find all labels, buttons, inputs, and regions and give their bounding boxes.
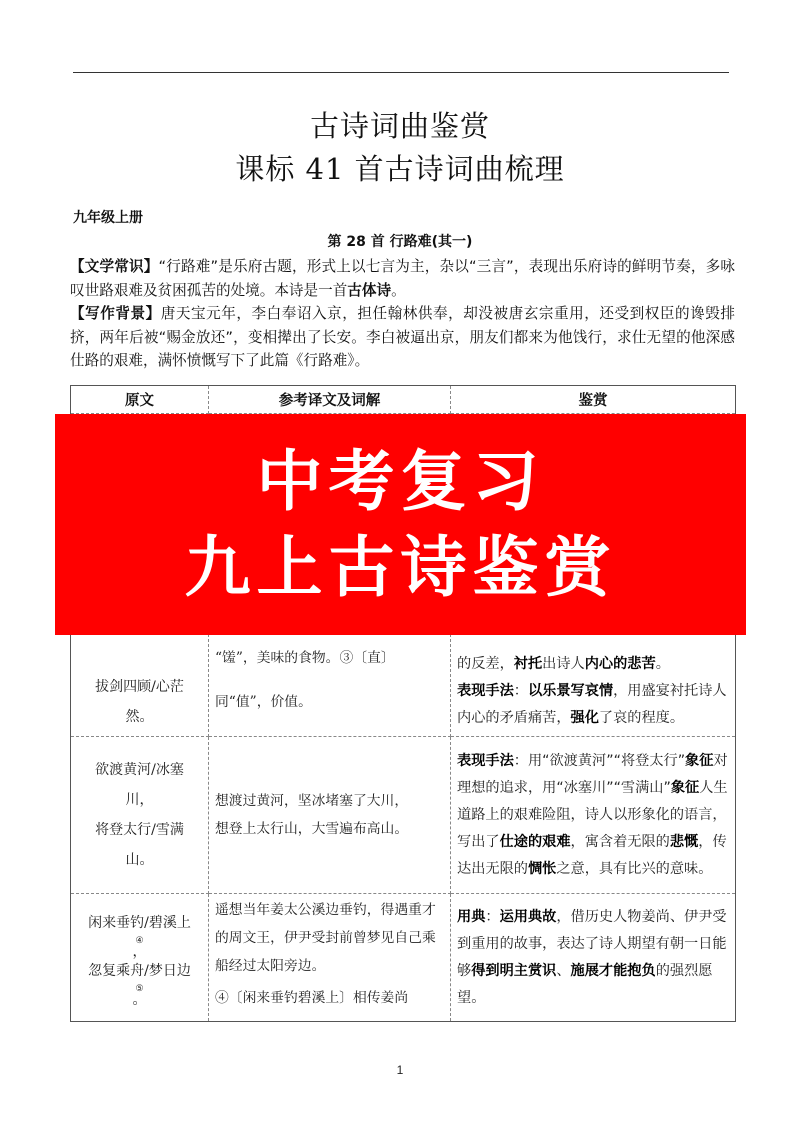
emphasis-text: 惆怅 (527, 860, 557, 877)
body-text: ，寓含着无限的 (570, 833, 670, 850)
footnote-marker: ⑤ (135, 983, 144, 994)
emphasis-text: 悲慨 (669, 833, 699, 850)
translation-line: 想登上太行山，大雪遍布高山。 (215, 821, 409, 837)
body-text: 。 (655, 656, 670, 672)
translation-footnote: ④〔闲来垂钓碧溪上〕相传姜尚 (215, 990, 409, 1006)
body-text: ，传达出无限的 (457, 833, 727, 877)
body-text: ，用盛宴衬托诗人内心的矛盾痛苦， (457, 683, 727, 726)
literary-knowledge-text: “行路难”是乐府古题，形式上以七言为主，杂以“三言”，表现出乐府诗的鲜明节奏，多咏叹世路艰难及贫困孤苦的处境。本诗是一首 (70, 258, 735, 299)
original-line: 忽复乘舟/梦日边 (88, 962, 191, 979)
original-punct: ， (132, 943, 147, 960)
banner-line1: 中考复习 (256, 443, 545, 520)
literary-knowledge-end: 。 (391, 281, 406, 299)
emphasis-text: 运用典故 (499, 908, 557, 925)
translation-line: 遥想当年姜太公溪边垂钓，得遇重才的周文王，伊尹受封前曾梦见自己乘船经过太阳旁边。 (215, 902, 436, 974)
emphasis-text: 象征 (685, 752, 714, 769)
body-text: 的强烈愿望。 (457, 962, 713, 1006)
translation-cell (209, 737, 451, 894)
original-line: 山。 (125, 852, 154, 868)
emphasis-text: 用典 (457, 908, 486, 925)
original-line: 欲渡黄河/冰塞 (95, 762, 184, 778)
original-line: 闲来垂钓/碧溪上 (88, 914, 191, 931)
appreciation-cell (451, 737, 736, 894)
appreciation-cell (451, 894, 736, 1022)
banner-line2: 九上古诗鉴赏 (184, 529, 617, 606)
footnote-marker: ④ (135, 935, 144, 946)
background-text: 唐天宝元年，李白奉诏入京，担任翰林供奉，却没被唐玄宗重用，还受到权臣的谗毁排挤，两年后被“赐金放还”，变相撵出了长安。李白被逼出京，朋友们都来为他饯行，求仕无望的他深感仕路的艰难，满怀愤慨写下了此篇《行路难》。 (70, 305, 735, 369)
body-text: 之意，具有比兴的意味。 (556, 860, 713, 877)
emphasis-text: 以乐景写哀情 (527, 683, 614, 699)
page-number: 1 (396, 1063, 404, 1077)
literary-knowledge-paragraph (70, 255, 735, 302)
background-paragraph (70, 302, 735, 373)
body-text: ：用“欲渡黄河”“将登太行” (513, 752, 686, 769)
body-text: ： (513, 683, 528, 699)
original-line: 川， (125, 792, 154, 808)
poem-intro (70, 255, 735, 373)
translation-line: 想渡过黄河，坚冰堵塞了大川， (215, 793, 409, 809)
original-line: 将登太行/雪满 (95, 822, 184, 838)
emphasis-text: 象征 (670, 779, 700, 796)
column-header-original: 原文 (71, 386, 209, 414)
table-row (71, 737, 736, 894)
background-label: 【写作背景】 (70, 305, 161, 322)
translation-line: “馐”，美味的食物。③〔直〕 (215, 650, 395, 666)
emphasis-text: 内心的悲苦 (584, 656, 656, 672)
document-title: 古诗词曲鉴赏 (309, 109, 490, 143)
original-line: 拔剑四顾/心茫 (95, 679, 184, 695)
emphasis-text: 表现手法 (457, 683, 514, 699)
document-subtitle: 课标 41 首古诗词曲梳理 (235, 152, 565, 186)
column-header-appreciation: 鉴赏 (451, 386, 736, 414)
table-row (71, 894, 736, 1022)
body-text: 出诗人 (542, 656, 585, 672)
emphasis-text: 强化 (570, 710, 599, 726)
poem-heading: 第 28 首 行路难(其一) (327, 234, 473, 250)
emphasis-text: 衬托 (513, 656, 543, 672)
promo-banner (55, 414, 746, 635)
body-text: 、 (556, 962, 571, 979)
emphasis-text: 得到明主赏识 (471, 962, 557, 979)
header-rule (73, 72, 729, 73)
body-text: 的反差， (457, 656, 514, 672)
translation-cell (209, 894, 451, 1022)
body-text: 人生道路上的艰难险阻，诗人以形象化的语言，写出了 (457, 779, 728, 850)
emphasis-text: 仕途的艰难 (499, 833, 571, 850)
literary-knowledge-label: 【文学常识】 (70, 258, 159, 275)
body-text: 对理想的追求，用“冰塞川”“雪满山” (457, 752, 728, 796)
column-header-translation: 参考译文及词解 (209, 386, 451, 414)
table-header-row (71, 386, 736, 414)
body-text: 了哀的程度。 (598, 710, 685, 726)
original-punct: 。 (132, 991, 147, 1008)
original-line: 然。 (125, 709, 154, 725)
body-text: ： (485, 908, 500, 925)
translation-line: 同“值”，价值。 (215, 694, 312, 710)
emphasis-text: 表现手法 (457, 752, 514, 769)
literary-knowledge-bold: 古体诗 (347, 281, 392, 299)
grade-label: 九年级上册 (73, 210, 143, 226)
emphasis-text: 施展才能抱负 (570, 962, 656, 979)
original-cell (71, 894, 209, 1022)
original-cell (71, 737, 209, 894)
body-text: ，借历史人物姜尚、伊尹受到重用的故事，表达了诗人期望有朝一日能够 (457, 908, 727, 979)
